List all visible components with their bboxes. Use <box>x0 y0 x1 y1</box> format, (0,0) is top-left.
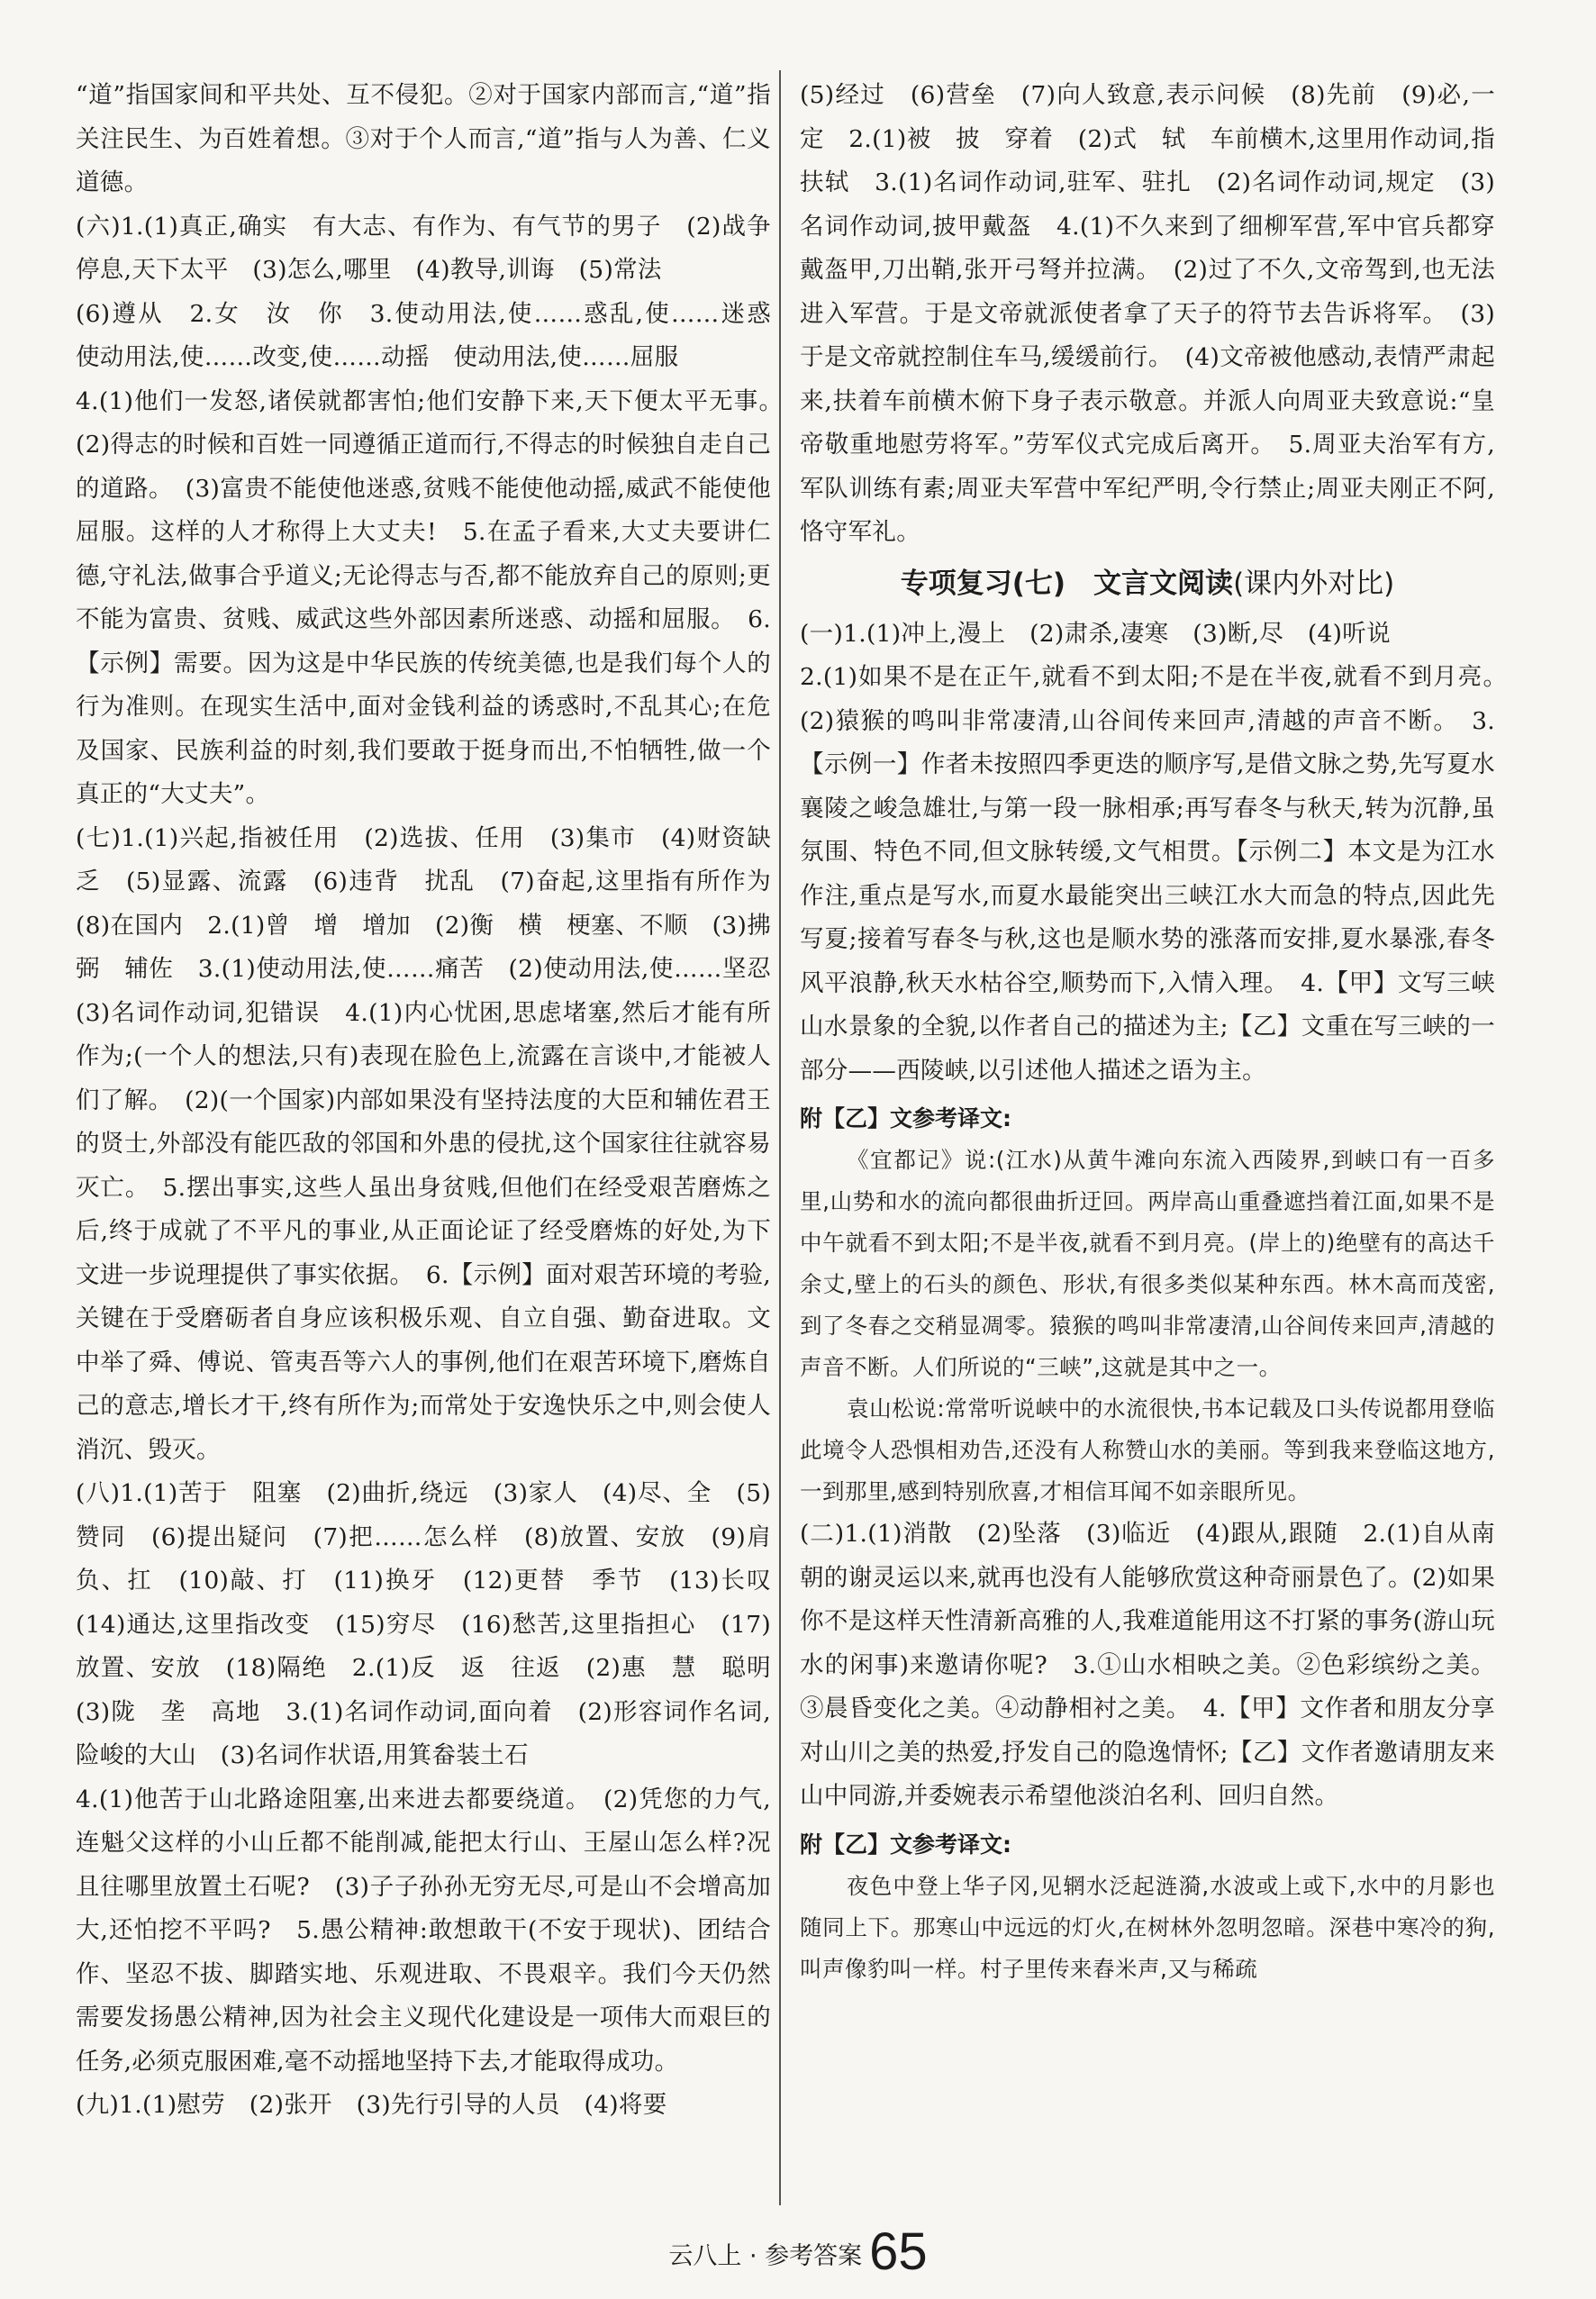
section-title-sub: (课内外对比) <box>1233 567 1395 600</box>
answer-paragraph: 4.(1)他们一发怒,诸侯就都害怕;他们安静下来,天下便太平无事。 (2)得志的时候和百姓一同遵循正道而行,不得志的时候独自走自己的道路。 (3)富贵不能使他迷惑,贫贱不能使他动摇,威武不能使他屈服。这样的人才称得上大丈夫! 5.在孟子看来,大丈夫要讲仁德,守礼法,做事合乎道义;无论得志与否,都不能放弃自己的原则;更不能为富贵、贫贱、威武这些外部因素所迷惑、动摇和屈服。 6.【示例】需要。因为这是中华民族的传统美德,也是我们每个人的行为准则。在现实生活中,面对金钱利益的诱惑时,不乱其心;在危及国家、民族利益的时刻,我们要敢于挺身而出,不怕牺牲,做一个真正的“大丈夫”。 <box>76 386 795 808</box>
answer-paragraph: (九)1.(1)慰劳 (2)张开 (3)先行引导的人员 (4)将要 <box>76 2091 667 2119</box>
right-column <box>800 74 1519 1990</box>
answer-paragraph: (5)经过 (6)营垒 (7)向人致意,表示问候 (8)先前 (9)必,一定 2.(1)被 披 穿着 (2)式 轼 车前横木,这里用作动词,指扶轼 3.(1)名词作动词,驻军、驻扎 (2)名词作动词,规定 (3)名词作动词,披甲戴盔 4.(1)不久来到了细柳军营,军中官兵都穿戴盔甲,刀出鞘,张开弓弩并拉满。 (2)过了不久,文帝驾到,也无法进入军营。于是文帝就派使者拿了天子的符节去告诉将军。 (3)于是文帝就控制住车马,缓缓前行。 (4)文帝被他感动,表情严肃起来,扶着车前横木俯下身子表示敬意。并派人向周亚夫致意说:“皇帝敬重地慰劳将军。”劳军仪式完成后离开。 5.周亚夫治军有方,军队训练有素;周亚夫军营中军纪严明,令行禁止;周亚夫刚正不阿,恪守军礼。 <box>800 81 1495 546</box>
answer-paragraph: (一)1.(1)冲上,漫上 (2)肃杀,凄寒 (3)断,尽 (4)听说 <box>800 619 1391 648</box>
column-divider <box>779 70 781 2205</box>
translation-paragraph: 《宜都记》说:(江水)从黄牛滩向东流入西陵界,到峡口有一百多里,山势和水的流向都很曲折迂回。两岸高山重叠遮挡着江面,如果不是中午就看不到太阳;不是半夜,就看不到月亮。(岸上的)绝壁有的高达千余丈,壁上的石头的颜色、形状,有很多类似某种东西。林木高而茂密,到了冬春之交稍显凋零。猿猴的鸣叫非常凄清,山谷间传来回声,清越的声音不断。人们所说的“三峡”,这就是其中之一。 <box>800 1147 1495 1380</box>
translation-paragraph: 袁山松说:常常听说峡中的水流很快,书本记载及口头传说都用登临此境令人恐惧相劝告,还没有人称赞山水的美丽。等到我来登临这地方,一到那里,感到特别欣喜,才相信耳闻不如亲眼所见。 <box>800 1395 1495 1504</box>
answer-paragraph: 4.(1)他苦于山北路途阻塞,出来进去都要绕道。 (2)凭您的力气,连魁父这样的小山丘都不能削减,能把太行山、王屋山怎么样?况且往哪里放置土石呢? (3)子子孙孙无穷无尽,可是山不会增高加大,还怕挖不平吗? 5.愚公精神:敢想敢干(不安于现状)、团结合作、坚忍不拔、脚踏实地、乐观进取、不畏艰辛。我们今天仍然需要发扬愚公精神,因为社会主义现代化建设是一项伟大而艰巨的任务,必须克服困难,毫不动摇地坚持下去,才能取得成功。 <box>76 1785 771 2076</box>
answer-paragraph: (八)1.(1)苦于 阻塞 (2)曲折,绕远 (3)家人 (4)尽、全 (5)赞同 (6)提出疑问 (7)把……怎么样 (8)放置、安放 (9)肩负、扛 (10)敲、打 (11)换牙 (12)更替 季节 (13)长叹 (14)通达,这里指改变 (15)穷尽 (16)愁苦,这里指担心 (17)放置、安放 (18)隔绝 2.(1)反 返 往返 (2)惠 慧 聪明 (3)陇 垄 高地 3.(1)名词作动词,面向着 (2)形容词作名词,险峻的大山 (3)名词作状语,用箕畚装土石 <box>76 1479 795 1769</box>
appendix-heading: 附【乙】文参考译文: <box>800 1105 1011 1131</box>
answer-paragraph: “道”指国家间和平共处、互不侵犯。②对于国家内部而言,“道”指关注民生、为百姓着想。③对于个人而言,“道”指与人为善、仁义道德。 <box>76 81 771 196</box>
page-footer <box>0 2222 1596 2282</box>
answer-paragraph: (六)1.(1)真正,确实 有大志、有作为、有气节的男子 (2)战争停息,天下太平 (3)怎么,哪里 (4)教导,训诲 (5)常法 <box>76 212 771 284</box>
appendix-heading: 附【乙】文参考译文: <box>800 1831 1011 1858</box>
page-number: 65 <box>869 2222 928 2281</box>
answer-paragraph: 2.(1)如果不是在正午,就看不到太阳;不是在半夜,就看不到月亮。 (2)猿猴的鸣叫非常凄清,山谷间传来回声,清越的声音不断。 3.【示例一】作者未按照四季更迭的顺序写,是借文脉之势,先写夏水襄陵之峻急雄壮,与第一段一脉相承;再写春冬与秋天,转为沉静,虽氛围、特色不同,但文脉转缓,文气相贯。【示例二】本文是为江水作注,重点是写水,而夏水最能突出三峡江水大而急的特点,因此先写夏;接着写春冬与秋,这也是顺水势的涨落而安排,夏水暴涨,春冬风平浪静,秋天水枯谷空,顺势而下,入情入理。 4.【甲】文写三峡山水景象的全貌,以作者自己的描述为主;【乙】文重在写三峡的一部分——西陵峡,以引述他人描述之语为主。 <box>800 663 1519 1085</box>
translation-paragraph: 夜色中登上华子冈,见辋水泛起涟漪,水波或上或下,水中的月影也随同上下。那寒山中远远的灯火,在树林外忽明忽暗。深巷中寒冷的狗,叫声像豹叫一样。村子里传来舂米声,又与稀疏 <box>800 1872 1495 1982</box>
left-column <box>76 74 795 2128</box>
answer-paragraph: (6)遵从 2.女 汝 你 3.使动用法,使……惑乱,使……迷惑 使动用法,使……改变,使……动摇 使动用法,使……屈服 <box>76 299 795 371</box>
section-title-main: 专项复习(七) 文言文阅读 <box>900 567 1234 600</box>
footer-label: 云八上 · 参考答案 <box>668 2242 863 2270</box>
answer-paragraph: (七)1.(1)兴起,指被任用 (2)选拔、任用 (3)集市 (4)财资缺乏 (5)显露、流露 (6)违背 扰乱 (7)奋起,这里指有所作为 (8)在国内 2.(1)曾 增 增加 (2)衡 横 梗塞、不顺 (3)拂 弼 辅佐 3.(1)使动用法,使……痛苦 (2)使动用法,使……坚忍 (3)名词作动词,犯错误 4.(1)内心忧困,思虑堵塞,然后才能有所作为;(一个人的想法,只有)表现在脸色上,流露在言谈中,才能被人们了解。 (2)(一个国家)内部如果没有坚持法度的大臣和辅佐君王的贤士,外部没有能匹敌的邻国和外患的侵扰,这个国家往往就容易灭亡。 5.摆出事实,这些人虽出身贫贱,但他们在经受艰苦磨炼之后,终于成就了不平凡的事业,从正面论证了经受磨炼的好处,为下文进一步说理提供了事实依据。 6.【示例】面对艰苦环境的考验,关键在于受磨砺者自身应该积极乐观、自立自强、勤奋进取。文中举了舜、傅说、管夷吾等六人的事例,他们在艰苦环境下,磨炼自己的意志,增长才干,终有所作为;而常处于安逸快乐之中,则会使人消沉、毁灭。 <box>76 823 795 1464</box>
answer-paragraph: (二)1.(1)消散 (2)坠落 (3)临近 (4)跟从,跟随 2.(1)自从南朝的谢灵运以来,就再也没有人能够欣赏这种奇丽景色了。(2)如果你不是这样天性清新高雅的人,我难道能用这不打紧的事务(游山玩水的闲事)来邀请你呢? 3.①山水相映之美。②色彩缤纷之美。③晨昏变化之美。④动静相衬之美。 4.【甲】文作者和朋友分享对山川之美的热爱,抒发自己的隐逸情怀;【乙】文作者邀请朋友来山中同游,并委婉表示希望他淡泊名利、回归自然。 <box>800 1520 1495 1810</box>
section-title <box>800 559 1495 609</box>
